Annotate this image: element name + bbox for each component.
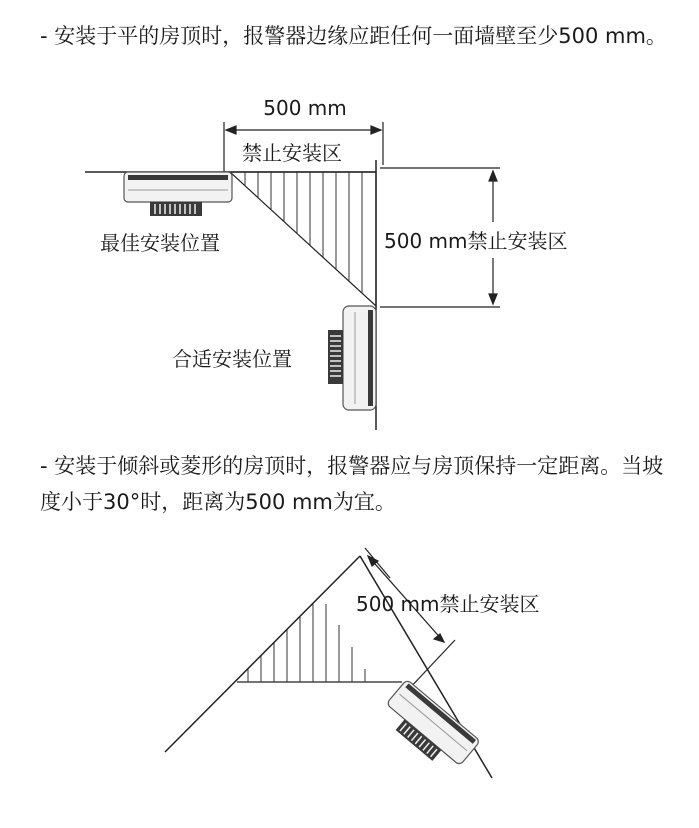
roof-left-slope (165, 556, 360, 752)
width-dimension-label: 500 mm (263, 96, 347, 120)
height-dimension-label: 500 mm禁止安装区 (384, 229, 568, 253)
sloped-detector-icon (377, 679, 480, 776)
no-install-zone-label: 禁止安装区 (242, 141, 342, 165)
slope-dimension (365, 548, 455, 690)
best-position-label: 最佳安装位置 (100, 231, 220, 255)
sloped-ceiling-instruction: - 安装于倾斜或菱形的房顶时，报警器应与房顶保持一定距离。当坡度小于30°时，距离为500 mm为宜。 (40, 454, 664, 514)
suitable-position-label: 合适安装位置 (172, 347, 292, 371)
flat-ceiling-instruction: - 安装于平的房顶时，报警器边缘应距任何一面墙壁至少500 mm。 (40, 24, 667, 48)
slope-dimension-label: 500 mm禁止安装区 (356, 592, 540, 616)
